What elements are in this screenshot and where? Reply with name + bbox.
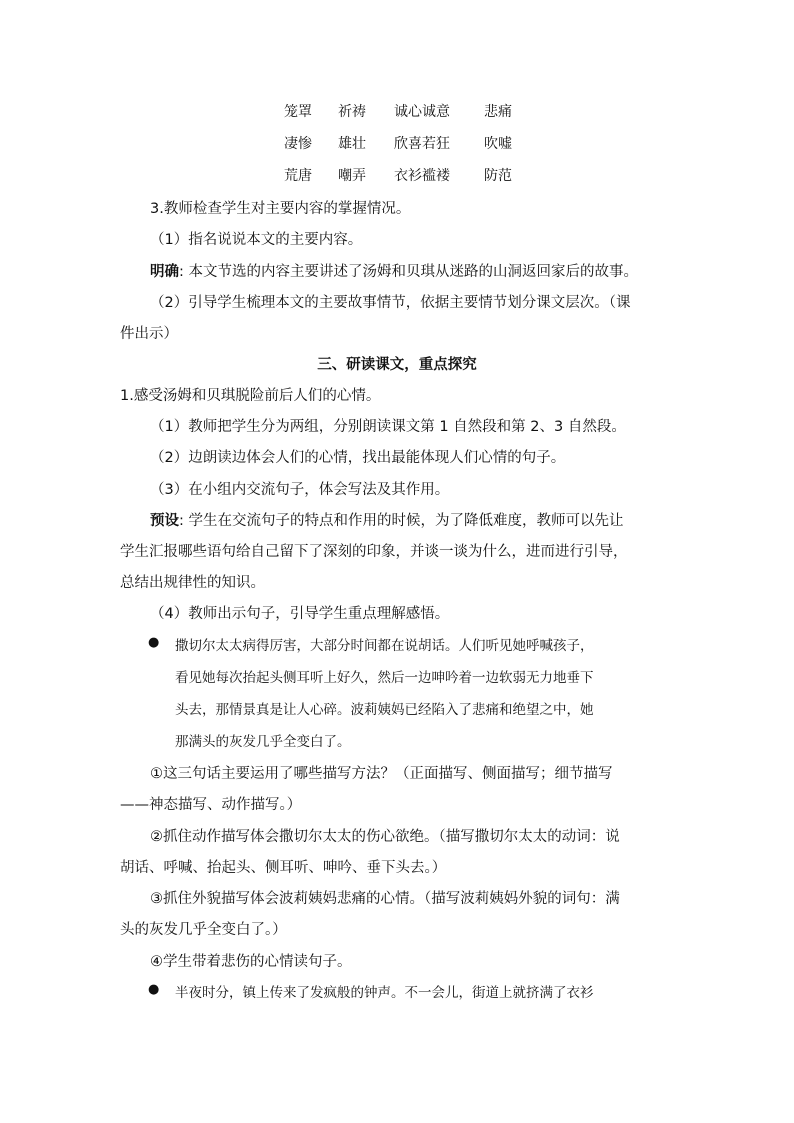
yushe-text: : 学生在交流句子的特点和作用的时候，为了降低难度，教师可以先让 xyxy=(179,513,624,529)
mingque-paragraph xyxy=(150,260,638,281)
question-c-line2: 头的灰发几乎全变白了。） xyxy=(120,922,287,938)
vocab-row-3 xyxy=(284,165,512,185)
mingque-label: 明确 xyxy=(150,264,179,280)
question-b-line1: ②抓住动作描写体会撒切尔太太的伤心欲绝。（描写撒切尔太太的动词：说 xyxy=(150,829,620,845)
mingque-text: : 本文节选的内容主要讲述了汤姆和贝琪从迷路的山洞返回家后的故事。 xyxy=(179,264,638,280)
quote-1-line: 看见她每次抬起头侧耳听上好久，然后一边呻吟着一边软弱无力地垂下 xyxy=(175,670,594,686)
vocab-word: 衣衫褴褛 xyxy=(394,168,450,184)
yushe-paragraph xyxy=(150,509,624,530)
item-3-2-line2: 件出示） xyxy=(120,326,178,342)
quote-1-line: 撒切尔太太病得厉害，大部分时间都在说胡话。人们听见她呼喊孩子， xyxy=(175,638,594,654)
vocab-word: 雄壮 xyxy=(338,136,366,152)
bullet-icon: ● xyxy=(148,635,160,650)
vocab-word: 凄惨 xyxy=(284,136,312,152)
quote-1-line: 头去，那情景真是让人心碎。波莉姨妈已经陷入了悲痛和绝望之中，她 xyxy=(175,702,594,718)
item-3-2-line1: （2）引导学生梳理本文的主要故事情节，依据主要情节划分课文层次。（课 xyxy=(150,295,631,311)
vocab-word: 荒唐 xyxy=(284,168,312,184)
vocab-word: 欣喜若狂 xyxy=(394,136,450,152)
quote-1-line: 那满头的灰发几乎全变白了。 xyxy=(175,734,351,750)
vocab-word: 吹嘘 xyxy=(484,136,512,152)
yushe-line-2: 学生汇报哪些语句给自己留下了深刻的印象，并谈一谈为什么，进而进行引导， xyxy=(120,544,628,560)
vocab-word: 防范 xyxy=(484,168,512,184)
point-1-title: 1.感受汤姆和贝琪脱险前后人们的心情。 xyxy=(120,388,381,404)
vocab-row-2 xyxy=(284,133,512,153)
question-c-line1: ③抓住外貌描写体会波莉姨妈悲痛的心情。（描写波莉姨妈外貌的词句：满 xyxy=(150,891,620,907)
vocab-word: 笼罩 xyxy=(284,104,312,120)
vocab-row-1 xyxy=(284,101,512,121)
vocab-word: 嘲弄 xyxy=(338,168,366,184)
vocab-word: 祈祷 xyxy=(338,104,366,120)
question-d: ④学生带着悲伤的心情读句子。 xyxy=(150,954,352,970)
vocab-word: 悲痛 xyxy=(484,104,512,120)
question-b-line2: 胡话、呼喊、抬起头、侧耳听、呻吟、垂下头去。） xyxy=(120,860,447,876)
point-1-item-1: （1）教师把学生分为两组，分别朗读课文第 1 自然段和第 2、3 自然段。 xyxy=(150,419,626,435)
item-3-1: （1）指名说说本文的主要内容。 xyxy=(150,232,363,248)
question-a-line1: ①这三句话主要运用了哪些描写方法？（正面描写、侧面描写；细节描写 xyxy=(150,766,613,782)
bullet-icon: ● xyxy=(148,982,160,997)
point-1-item-2: （2）边朗读边体会人们的心情，找出最能体现人们心情的句子。 xyxy=(150,450,566,466)
yushe-label: 预设 xyxy=(150,513,179,529)
quote-2-line: 半夜时分，镇上传来了发疯般的钟声。不一会儿，街道上就挤满了衣衫 xyxy=(175,985,594,1001)
yushe-line-3: 总结出规律性的知识。 xyxy=(120,575,265,591)
point-1-item-3: （3）在小组内交流句子，体会写法及其作用。 xyxy=(150,482,450,498)
section-3-title: 3.教师检查学生对主要内容的掌握情况。 xyxy=(150,201,411,217)
section-heading: 三、研读课文，重点探究 xyxy=(317,357,477,373)
vocab-word: 诚心诚意 xyxy=(394,104,450,120)
point-1-item-4: （4）教师出示句子，引导学生重点理解感悟。 xyxy=(150,606,450,622)
question-a-line2: ——神态描写、动作描写。） xyxy=(120,797,302,813)
